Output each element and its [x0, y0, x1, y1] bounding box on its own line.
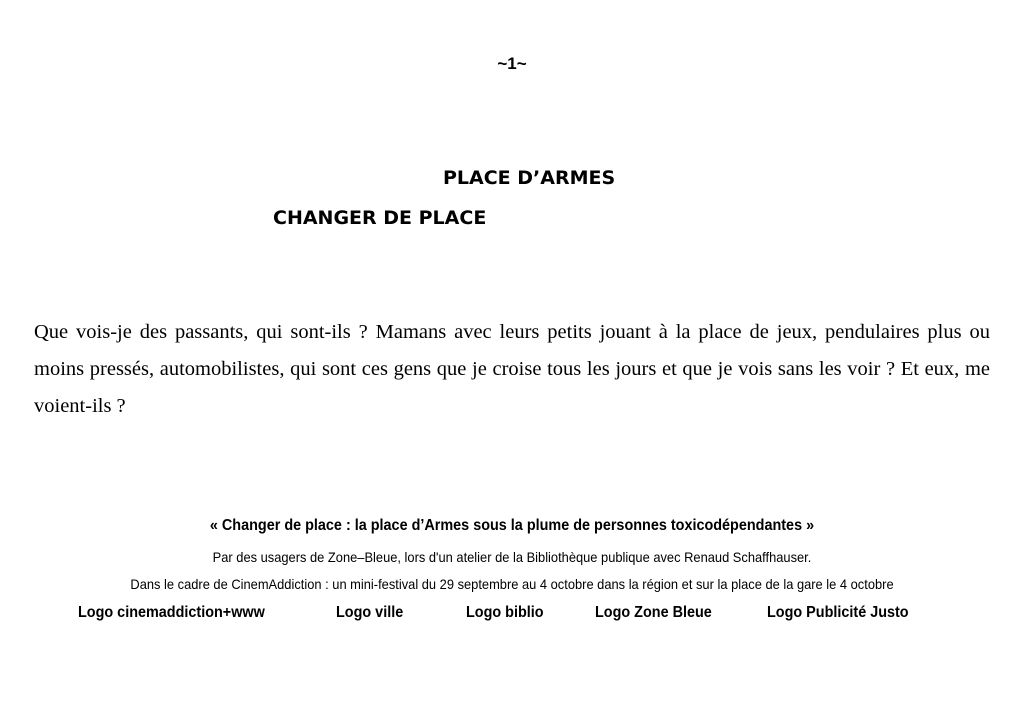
logo-cinemaddiction: Logo cinemaddiction+www: [78, 604, 265, 621]
page-title: PLACE D’ARMES: [443, 167, 616, 189]
logo-row: [0, 604, 1024, 626]
logo-biblio: Logo biblio: [466, 604, 544, 621]
body-paragraph: Que vois-je des passants, qui sont-ils ? Mamans avec leurs petits jouant à la place de jeux, pendulaires plus ou moins pressés, automobilistes, qui sont ces gens que je croise tous les jours et que je vois sans les voir ? Et eux, me voient-ils ?: [34, 321, 990, 417]
logo-zone-bleue: Logo Zone Bleue: [595, 604, 712, 621]
logo-publicite-justo: Logo Publicité Justo: [767, 604, 909, 621]
footer-credit: Par des usagers de Zone–Bleue, lors d'un atelier de la Bibliothèque publique avec Renaud Schaffhauser.: [212, 549, 812, 565]
footer-title: « Changer de place : la place d’Armes sous la plume de personnes toxicodépendantes »: [209, 517, 815, 534]
footer-context: Dans le cadre de CinemAddiction : un mini-festival du 29 septembre au 4 octobre dans la région et sur la place de la gare le 4 octobre: [130, 576, 894, 592]
page-subtitle: CHANGER DE PLACE: [273, 207, 487, 229]
logo-ville: Logo ville: [336, 604, 404, 621]
page-number: ~1~: [497, 54, 527, 73]
